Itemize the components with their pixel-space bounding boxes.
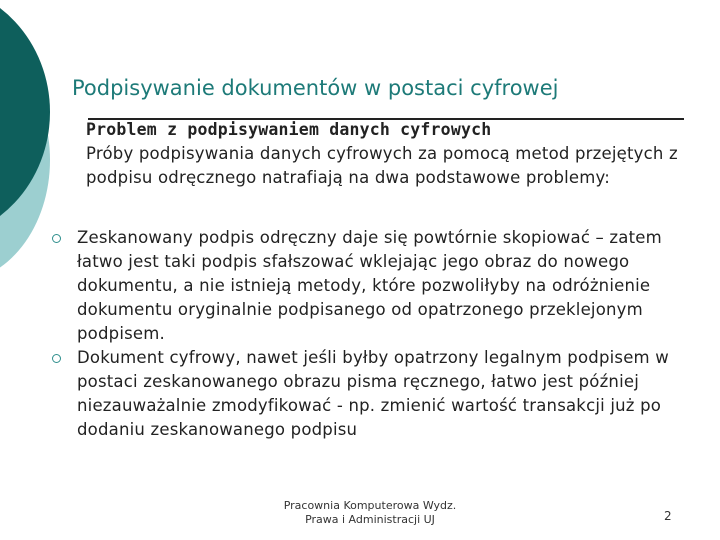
intro-block (86, 118, 686, 190)
intro-text: Próby podpisywania danych cyfrowych za pomocą metod przejętych z podpisu odręcznego natrafiają na dwa podstawowe problemy: (86, 144, 678, 187)
bullet-list (52, 226, 702, 442)
bullet-item (52, 346, 702, 442)
footer-line-2: Prawa i Administracji UJ (305, 513, 435, 526)
footer-line-1: Pracownia Komputerowa Wydz. (283, 499, 457, 512)
footer (250, 499, 490, 527)
bullet-circle-icon (52, 234, 61, 243)
slide-title: Podpisywanie dokumentów w postaci cyfrowej (72, 76, 559, 100)
page-number: 2 (664, 509, 672, 523)
bullet-item (52, 226, 702, 346)
intro-heading: Problem z podpisywaniem danych cyfrowych (86, 120, 492, 139)
bullet-circle-icon (52, 354, 61, 363)
bullet-text: Zeskanowany podpis odręczny daje się powtórnie skopiować – zatem łatwo jest taki podpis sfałszować wklejając jego obraz do nowego dokumentu, a nie istnieją metody, które pozwoliłyby na odróżnienie dokumentu oryginalnie podpisanego od opatrzonego przeklejonym podpisem. (77, 228, 662, 343)
bullet-text: Dokument cyfrowy, nawet jeśli byłby opatrzony legalnym podpisem w postaci zeskanowanego obrazu pisma ręcznego, łatwo jest później niezauważalnie zmodyfikować - np. zmienić wartość transakcji już po dodaniu zeskanowanego podpisu (77, 348, 669, 439)
